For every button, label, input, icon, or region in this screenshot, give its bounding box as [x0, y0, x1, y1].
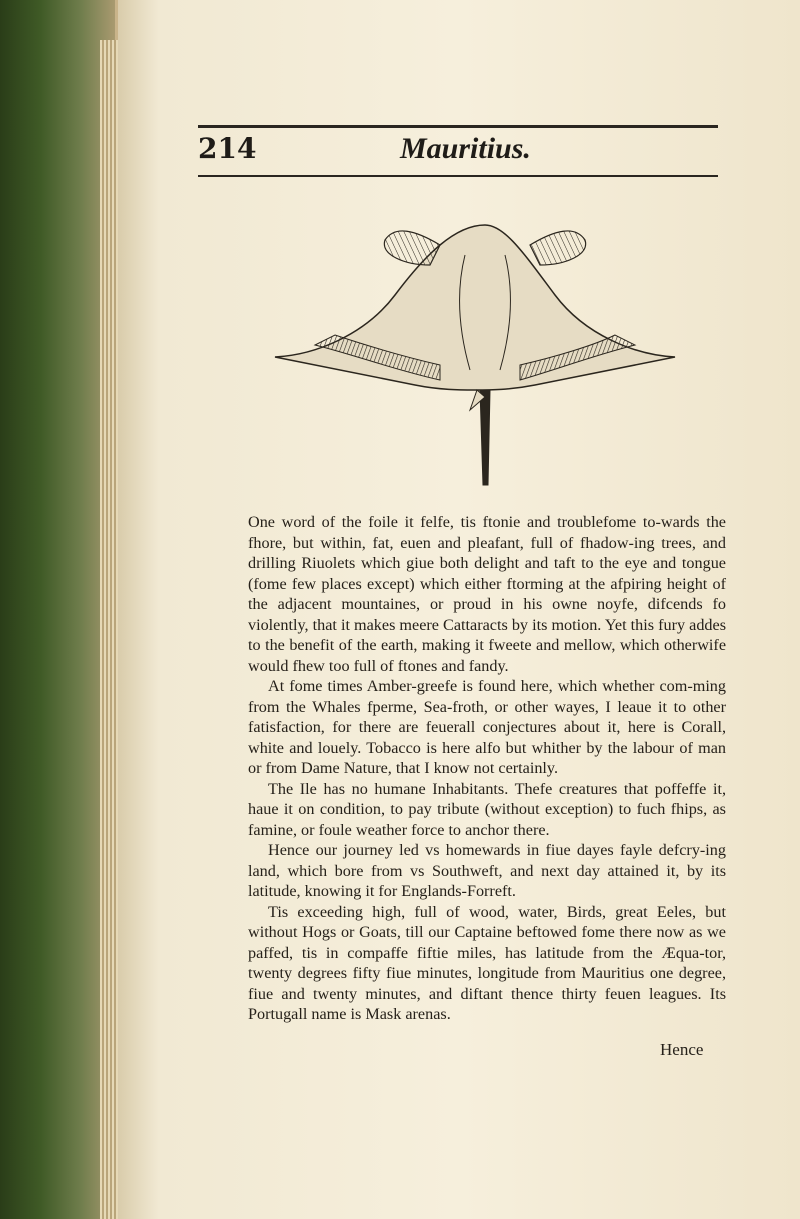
ray-body — [275, 225, 675, 390]
paragraph: Hence our journey led vs homewards in fiue dayes fayle defcry-ing land, which bore from vs Southweft, and next day attained it, by its latitude, knowing it for Englands-Forreft. — [248, 841, 726, 900]
paragraph: At fome times Amber-greefe is found here, which whether com-ming from the Whales fperme, Sea-froth, or other wayes, I leaue it to other fatisfaction, for there are feuerall conjectures about it, here is Corall, white and louely. Tobacco is here alfo but whither by the labour of man or from Dame Nature, that I know not certainly. — [248, 677, 726, 777]
ray-tail — [480, 390, 490, 485]
page-number: 214 — [198, 132, 257, 165]
running-head: Mauritius. — [400, 132, 531, 165]
left-horn — [384, 231, 440, 265]
header-rule — [198, 175, 718, 177]
right-horn — [530, 231, 586, 265]
paragraph: Tis exceeding high, full of wood, water, Birds, great Eeles, but without Hogs or Goats, till our Captaine beftowed fome there now as we paffed, tis in compaffe fiftie miles, has latitude from the Æqua-tor, twenty degrees fifty fiue minutes, longitude from Mauritius one degree, fiue and twenty minutes, and diftant thence thirty feuen leagues. Its Portugall name is Mask arenas. — [248, 902, 726, 1023]
manta-ray-illustration — [255, 185, 695, 505]
catchword: Hence — [660, 1040, 704, 1059]
body-text — [248, 512, 726, 1025]
paragraph: One word of the foile it felfe, tis ftonie and troublefome to-wards the fhore, but within, fat, euen and pleafant, full of fhadow-ing trees, and drilling Riuolets which giue both delight and taft to the eye and tongue (fome few places except) which either ftorming at the afpiring height of the adjacent mountaines, or proud in his owne noyfe, difcends fo violently, that it makes meere Cattaracts by its motion. Yet this fury addes to the benefit of the earth, making it fweete and mellow, which otherwife would fhew too full of ftones and fandy. — [248, 513, 726, 675]
top-rule — [198, 125, 718, 128]
book-binding — [0, 0, 115, 1219]
paragraph: The Ile has no humane Inhabitants. Thefe creatures that poffeffe it, haue it on condition, to pay tribute (without exception) to fuch fhips, as famine, or foule weather force to anchor there. — [248, 779, 726, 839]
